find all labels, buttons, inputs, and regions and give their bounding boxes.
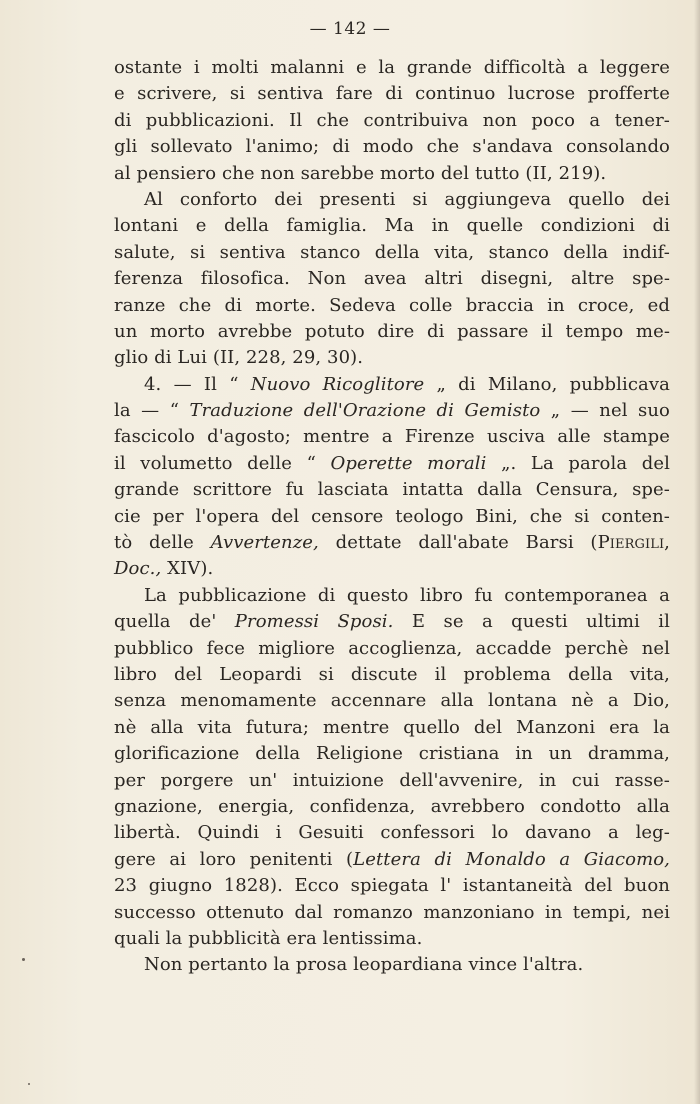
text-segment: „ — nel suo bbox=[540, 400, 670, 422]
text-line: 23 giugno 1828). Ecco spiegata l' istantaneità del buon bbox=[114, 875, 670, 897]
text-segment: Nuovo Ricoglitore bbox=[250, 373, 425, 395]
text-line: lontani e della famiglia. Ma in quelle condizioni di bbox=[114, 215, 670, 237]
text-segment: Doc., bbox=[114, 558, 162, 580]
text-line: di pubblicazioni. Il che contribuiva non poco a tener- bbox=[114, 109, 670, 131]
text-line: un morto avrebbe potuto dire di passare il tempo me- bbox=[114, 320, 670, 342]
body-text bbox=[114, 55, 670, 979]
text-line: Non pertanto la prosa leopardiana vince l'altra. bbox=[144, 954, 584, 976]
text-segment: la — “ bbox=[114, 400, 190, 422]
text-line: senza menomamente accennare alla lontana nè a Dio, bbox=[114, 690, 670, 712]
text-line: al pensiero che non sarebbe morto del tutto (II, 219). bbox=[114, 162, 607, 184]
text-segment: gere ai loro penitenti ( bbox=[114, 848, 354, 870]
text-line bbox=[114, 847, 670, 873]
text-segment: Traduzione dell'Orazione di Gemisto bbox=[189, 400, 541, 422]
text-line: libertà. Quindi i Gesuiti confessori lo davano a leg- bbox=[114, 822, 670, 844]
text-segment: E se a questi ultimi il bbox=[393, 611, 670, 633]
text-line bbox=[114, 451, 670, 477]
ink-speck bbox=[22, 958, 25, 961]
text-line: nè alla vita futura; mentre quello del Manzoni era la bbox=[114, 716, 670, 738]
text-line bbox=[114, 530, 670, 556]
text-segment: tò delle bbox=[114, 532, 211, 554]
text-line: ferenza filosofica. Non avea altri disegni, altre spe- bbox=[114, 268, 670, 290]
ink-speck bbox=[28, 1083, 30, 1085]
text-line: Al conforto dei presenti si aggiungeva quello dei bbox=[144, 188, 670, 210]
text-line: ranze che di morte. Sedeva colle braccia in croce, ed bbox=[114, 294, 670, 316]
text-line: quali la pubblicità era lentissima. bbox=[114, 927, 423, 949]
text-line: glorificazione della Religione cristiana in un dramma, bbox=[114, 743, 670, 765]
text-segment: Promessi Sposi. bbox=[234, 611, 394, 633]
text-line: grande scrittore fu lasciata intatta dalla Censura, spe- bbox=[114, 479, 670, 501]
text-segment: dettate dall'abate Barsi ( bbox=[318, 532, 598, 554]
text-line: libro del Leopardi si discute il problema della vita, bbox=[114, 663, 670, 685]
text-line: cie per l'opera del censore teologo Bini, che si conten- bbox=[114, 505, 670, 527]
text-line: glio di Lui (II, 228, 29, 30). bbox=[114, 347, 364, 369]
text-segment: quella de' bbox=[114, 611, 235, 633]
text-line: e scrivere, si sentiva fare di continuo lucrose profferte bbox=[114, 83, 670, 105]
text-line: gli sollevato l'animo; di modo che s'andava consolando bbox=[114, 136, 670, 158]
text-segment: Operette morali bbox=[330, 452, 487, 474]
text-segment: 4. — Il “ bbox=[144, 373, 251, 395]
text-line: per porgere un' intuizione dell'avvenire, in cui rasse- bbox=[114, 769, 670, 791]
text-line bbox=[114, 609, 670, 635]
text-line: salute, si sentiva stanco della vita, stanco della indif- bbox=[114, 241, 670, 263]
text-line: La pubblicazione di questo libro fu contemporanea a bbox=[144, 584, 670, 606]
text-line bbox=[114, 372, 670, 398]
text-segment: Avvertenze, bbox=[210, 532, 319, 554]
page-number-header: — 142 — bbox=[309, 19, 391, 39]
text-line: pubblico fece migliore accoglienza, accadde perchè nel bbox=[114, 637, 670, 659]
text-segment: Piergili, bbox=[597, 532, 670, 554]
text-line: gnazione, energia, confidenza, avrebbero condotto alla bbox=[114, 795, 670, 817]
text-segment: XIV). bbox=[161, 558, 214, 580]
text-segment: il volumetto delle “ bbox=[114, 452, 331, 474]
text-line bbox=[114, 398, 670, 424]
text-segment: „ di Milano, pubblicava bbox=[424, 373, 670, 395]
text-line bbox=[114, 556, 670, 582]
text-line: successo ottenuto dal romanzo manzoniano in tempi, nei bbox=[114, 901, 670, 923]
page-edge-shadow bbox=[694, 0, 700, 1104]
text-segment: Lettera di Monaldo a Giacomo, bbox=[353, 848, 670, 870]
text-segment: „. La parola del bbox=[486, 452, 670, 474]
text-line: fascicolo d'agosto; mentre a Firenze usciva alle stampe bbox=[114, 426, 670, 448]
text-line: ostante i molti malanni e la grande difficoltà a leggere bbox=[114, 57, 670, 78]
